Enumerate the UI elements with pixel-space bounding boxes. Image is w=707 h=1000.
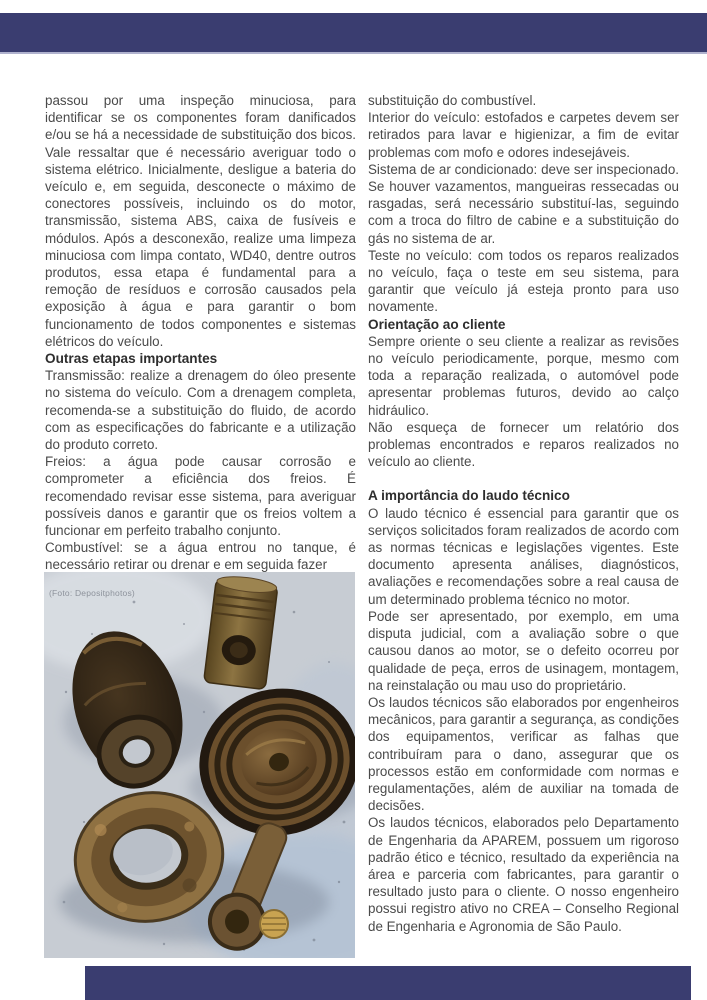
- section-heading-customer: Orientação ao cliente: [368, 316, 506, 332]
- engine-parts-photo: [44, 572, 355, 958]
- header-bar: [0, 13, 707, 54]
- footer-bar: [85, 966, 691, 1000]
- photo-credit: (Foto: Depositphotos): [49, 588, 135, 598]
- paragraph-intro: passou por uma inspeção minuciosa, para identificar se os componentes foram danificados e/ou se há a necessidade de substituição dos bicos. Vale ressaltar que é necessário averiguar todo o sistema elétrico. Inicialmente, desligue a bateria do veículo e, em seguida, desconecte o máximo de conectores possíveis, incluindo os do motor, transmissão, sistema ABS, caixa de fusíveis e módulos. Após a desconexão, realize uma limpeza minuciosa com limpa contato, WD40, dentre outros produtos, essa etapa é fundamental para a remoção de resíduos e corrosão causados pela exposição à água e para garantir o bom funcionamento de todos componentes e sistemas elétricos do veículo.: [45, 93, 356, 349]
- section-heading-laudo: A importância do laudo técnico: [368, 488, 570, 504]
- paragraph-laudo-2: Pode ser apresentado, por exemplo, em uma disputa judicial, com a avaliação sobre o que causou danos ao motor, se o defeito ocorreu por qualidade de peça, erros de usinagem, montagem, na reinstalação ou mau uso do proprietário.: [368, 608, 679, 693]
- right-column: [368, 92, 679, 935]
- paragraph-fuel: Combustível: se a água entrou no tanque, é necessário retirar ou drenar e em seguida fazer: [45, 540, 356, 572]
- engine-parts-illustration: [44, 572, 355, 958]
- paragraph-laudo-3: Os laudos técnicos são elaborados por engenheiros mecânicos, para garantir a segurança, as condições dos equipamentos, verificar as falhas que contribuíram para o dano, assegurar que os processos estão em conformidade com normas e regulamentações, além de auxiliar na tomada de decisões.: [368, 694, 679, 814]
- left-column: [45, 92, 356, 572]
- paragraph-ac: Sistema de ar condicionado: deve ser inspecionado. Se houver vazamentos, mangueiras ressecadas ou rasgadas, será necessário substituí-las, seguindo com a troca do filtro de cabine e a substituição do gás no sistema de ar.: [368, 161, 679, 246]
- section-heading-other-steps: Outras etapas importantes: [45, 351, 218, 367]
- paragraph-brakes: Freios: a água pode causar corrosão e comprometer a eficiência dos freios. É recomendado revisar esse sistema, para averiguar possíveis danos e garantir que os freios voltem a funcionar em perfeito trabalho conjunto.: [45, 454, 356, 539]
- paragraph-report: Não esqueça de fornecer um relatório dos problemas encontrados e reparos realizados no veículo ao cliente.: [368, 419, 679, 470]
- paragraph-laudo-4: Os laudos técnicos, elaborados pelo Departamento de Engenharia da APAREM, possuem um rigoroso padrão ético e técnico, resultado da experiência na área e parceria com fabricantes, para garantir o resultado justo para o cliente. O nosso engenheiro possui registro ativo no CREA – Conselho Regional de Engenharia e Agronomia de São Paulo.: [368, 815, 679, 934]
- paragraph-interior: Interior do veículo: estofados e carpetes devem ser retirados para lavar e higienizar, a fim de evitar problemas com mofo e odores indesejáveis.: [368, 110, 679, 160]
- paragraph-fuel-continuation: substituição do combustível.: [368, 93, 537, 108]
- paragraph-laudo-1: O laudo técnico é essencial para garantir que os serviços solicitados foram realizados de acordo com as normas técnicas e legislações vigentes. Este documento apresenta análises, diagnósticos, avaliações e recomendações sobre a real causa de um determinado problema técnico no motor.: [368, 505, 679, 607]
- paragraph-test: Teste no veículo: com todos os reparos realizados no veículo, faça o teste em seu sistema, para garantir que veículo já esteja pronto para uso novamente.: [368, 247, 679, 315]
- paragraph-transmission: Transmissão: realize a drenagem do óleo presente no sistema do veículo. Com a drenagem completa, recomenda-se a substituição do fluido, de acordo com as especificações do fabricante e a utilização do produto correto.: [45, 368, 356, 453]
- paragraph-advise: Sempre oriente o seu cliente a realizar as revisões no veículo periodicamente, porque, mesmo com toda a reparação realizada, o automóvel pode apresentar problemas futuros, devido ao calço hidráulico.: [368, 333, 679, 418]
